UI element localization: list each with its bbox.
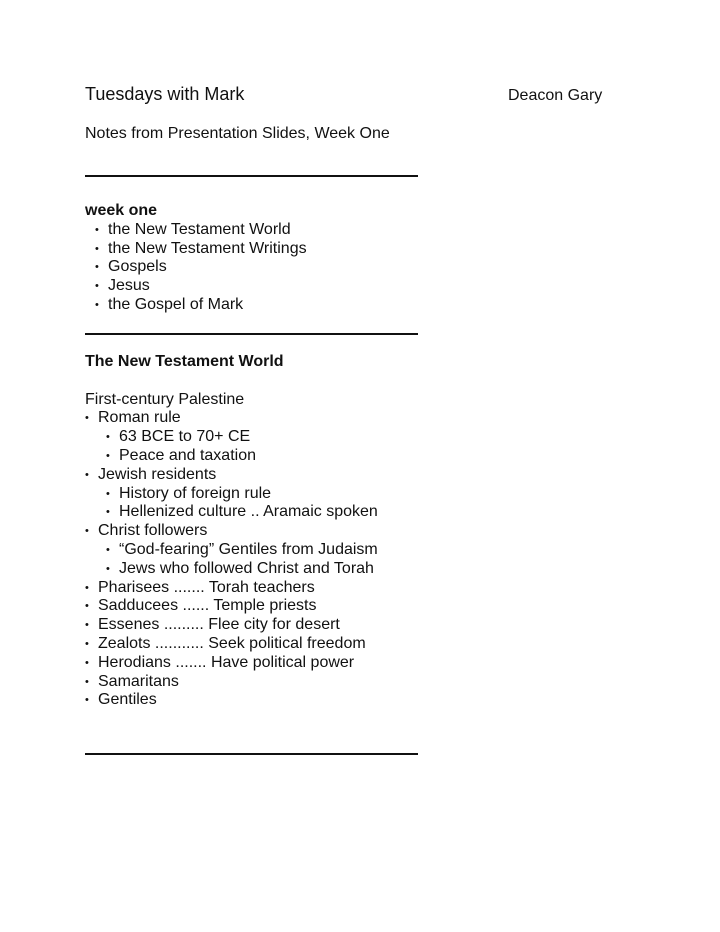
list-item: • Gentiles xyxy=(85,691,378,710)
sub-list xyxy=(106,541,378,579)
list-item-roman-rule xyxy=(85,409,378,465)
section-heading: The New Testament World xyxy=(85,353,284,370)
divider-rule xyxy=(85,175,418,177)
divider-rule xyxy=(85,333,418,335)
sub-list-item: • Hellenized culture .. Aramaic spoken xyxy=(106,503,378,522)
list-item: • Zealots ........... Seek political freedom xyxy=(85,635,378,654)
sub-list-item: • “God-fearing” Gentiles from Judaism xyxy=(106,541,378,560)
list-item-christ-followers xyxy=(85,522,378,578)
sub-list-item: • Peace and taxation xyxy=(106,447,378,466)
list-item: • Sadducees ...... Temple priests xyxy=(85,597,378,616)
sub-list-item: • 63 BCE to 70+ CE xyxy=(106,428,378,447)
sub-list-item: • Jews who followed Christ and Torah xyxy=(106,560,378,579)
list-item: • Samaritans xyxy=(85,673,378,692)
sub-list-item: • History of foreign rule xyxy=(106,485,378,504)
list-item-jewish-residents xyxy=(85,466,378,522)
sub-list xyxy=(106,485,378,523)
document-subtitle: Notes from Presentation Slides, Week One xyxy=(85,125,390,142)
list-item: • the New Testament World xyxy=(85,221,307,240)
section-intro: First-century Palestine xyxy=(85,390,245,408)
list-item-label: • Jewish residents xyxy=(85,466,378,485)
list-item: • Herodians ....... Have political power xyxy=(85,654,378,673)
list-item: • Gospels xyxy=(85,258,307,277)
list-item: • the New Testament Writings xyxy=(85,240,307,259)
divider-rule xyxy=(85,753,418,755)
list-item: • Essenes ......... Flee city for desert xyxy=(85,616,378,635)
list-item-label: • Christ followers xyxy=(85,522,378,541)
section-heading: week one xyxy=(85,202,158,219)
document-title: Tuesdays with Mark xyxy=(85,84,245,104)
nt-world-list xyxy=(85,409,378,710)
sub-list xyxy=(106,428,378,466)
list-item-label: • Roman rule xyxy=(85,409,378,428)
week-one-section xyxy=(85,202,307,315)
author-name: Deacon Gary xyxy=(508,87,603,104)
list-item: • Pharisees ....... Torah teachers xyxy=(85,579,378,598)
list-item: • Jesus xyxy=(85,277,307,296)
list-item: • the Gospel of Mark xyxy=(85,296,307,315)
week-one-list xyxy=(85,221,307,315)
nt-world-section xyxy=(85,353,378,710)
